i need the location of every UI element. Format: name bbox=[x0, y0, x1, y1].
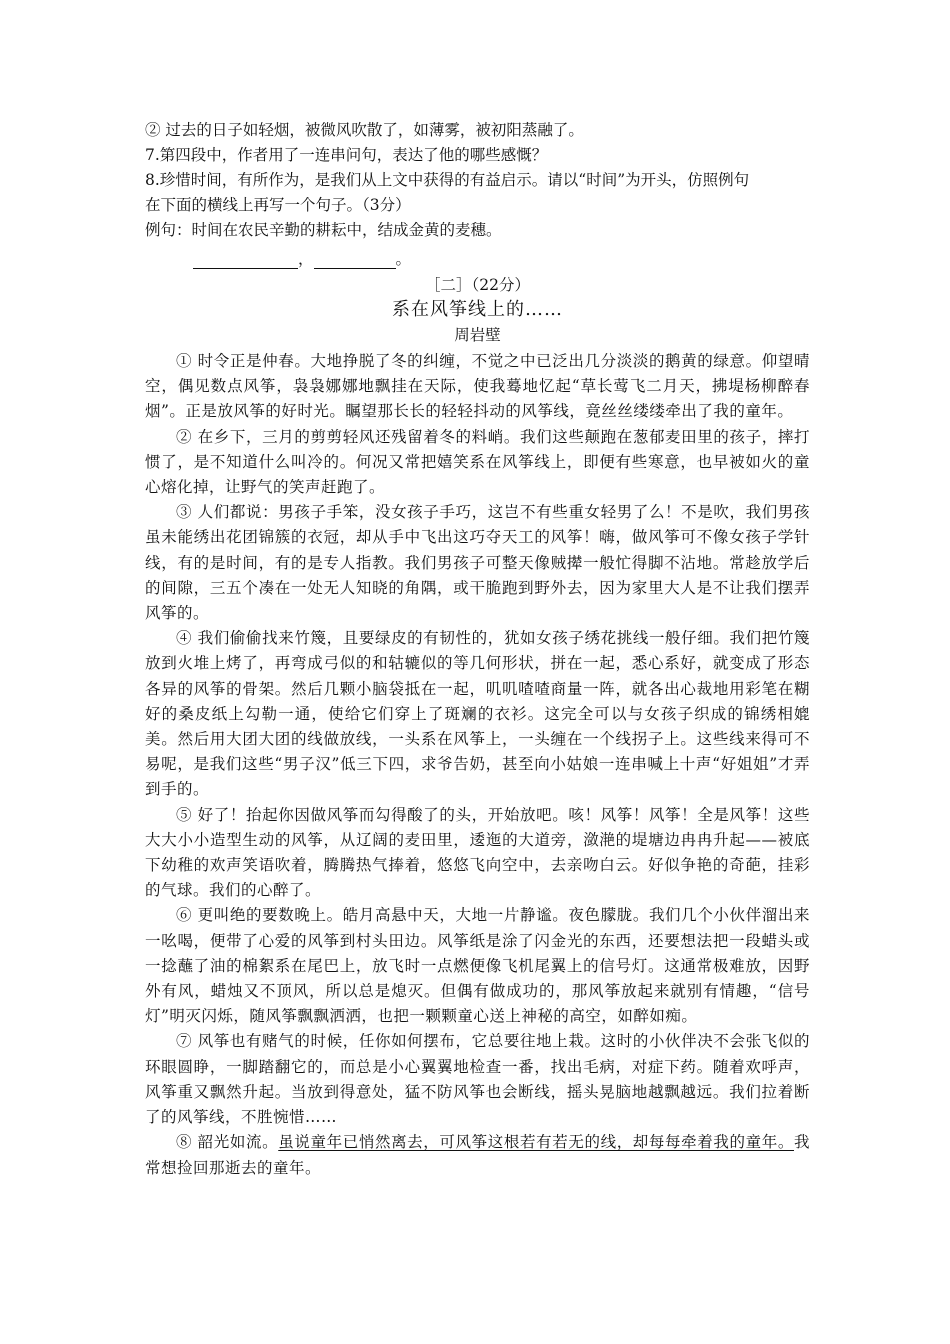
answer-blanks bbox=[193, 245, 810, 269]
answer-blank-1[interactable] bbox=[193, 254, 298, 269]
paragraph-2: ② 在乡下，三月的剪剪轻风还残留着冬的料峭。我们这些颠跑在葱郁麦田里的孩子，摔打惯了，是不知道什么叫冷的。何况又常把嬉笑系在风筝线上，即便有些寒意，也早被如火的童心熔化掉，让野气的笑声赶跑了。 bbox=[145, 427, 810, 497]
answer-blank-2[interactable] bbox=[314, 254, 396, 269]
blank-comma: ， bbox=[298, 250, 314, 268]
paragraph-6: ⑥ 更叫绝的要数晚上。皓月高悬中天，大地一片静谧。夜色朦胧。我们几个小伙伴溜出来一吆喝，便带了心爱的风筝到村头田边。风筝纸是涂了闪金光的东西，还要想法把一段蜡头或一捻蘸了油的棉絮系在尾巴上，放飞时一点燃便像飞机尾翼上的信号灯。这通常极难放，因野外有风，蜡烛又不顶风，所以总是熄灭。但偶有做成功的，那风筝放起来就别有情趣，“信号灯”明灭闪烁，随风筝飘飘洒洒，也把一颗颗童心送上神秘的高空，如醉如痴。 bbox=[145, 906, 810, 1026]
question-8-line-1: 8.珍惜时间，有所作为，是我们从上文中获得的有益启示。请以“时间”为开头，仿照例句 bbox=[145, 171, 750, 189]
article-title: 系在风筝线上的…… bbox=[392, 299, 563, 320]
paragraph-5: ⑤ 好了！抬起你因做风筝而勾得酸了的头，开始放吧。咳！风筝！风筝！全是风筝！这些大大小小造型生动的风筝，从辽阔的麦田里，逶迤的大道旁，潋滟的堤塘边冉冉升起——被底下幼稚的欢声笑语吹着，腾腾热气捧着，悠悠飞向空中，去亲吻白云。好似争艳的奇葩，挂彩的气球。我们的心醉了。 bbox=[145, 805, 810, 900]
question-item-2: ② 过去的日子如轻烟，被微风吹散了，如薄雾，被初阳蒸融了。 bbox=[145, 121, 584, 139]
paragraph-8-start: ⑧ 韶光如流。 bbox=[176, 1133, 279, 1152]
paragraph-1: ① 时令正是仲春。大地挣脱了冬的纠缠，不觉之中已泛出几分淡淡的鹅黄的绿意。仰望晴空，偶见数点风筝，袅袅娜娜地飘挂在天际，使我蓦地忆起“草长莺飞二月天，拂堤杨柳醉春烟”。正是放风筝的好时光。瞩望那长长的轻轻抖动的风筝线，竟丝丝缕缕牵出了我的童年。 bbox=[145, 352, 810, 421]
document-page bbox=[145, 118, 810, 1181]
paragraph-3: ③ 人们都说：男孩子手笨，没女孩子手巧，这岂不有些重女轻男了么！不是吹，我们男孩虽未能绣出花团锦簇的衣冠，却从手中飞出这巧夺天工的风筝！嗨，做风筝可不像女孩子学针线，有的是时间，有的是专人指教。我们男孩子可整天像贼撵一般忙得脚不沾地。常趁放学后的间隙，三五个凑在一处无人知晓的角隅，或干脆跑到野外去，因为家里大人是不让我们摆弄风筝的。 bbox=[145, 503, 810, 623]
paragraph-8-end: 我常想捡回那逝去的童年。 bbox=[145, 1133, 810, 1177]
question-7: 7.第四段中，作者用了一连串问句，表达了他的哪些感慨？ bbox=[145, 146, 548, 164]
paragraph-8-underlined-sentence: 虽说童年已悄然离去，可风筝这根若有若无的线，却每每牵着我的童年。 bbox=[278, 1133, 794, 1152]
article-author: 周岩壁 bbox=[454, 326, 501, 344]
paragraph-7: ⑦ 风筝也有赌气的时候，任你如何摆布，它总要往地上栽。这时的小伙伴决不会张飞似的环眼圆睁，一脚踏翻它的，而总是小心翼翼地检查一番，找出毛病，对症下药。随着欢呼声，风筝重又飘然升起。当放到得意处，猛不防风筝也会断线，摇头晃脑地越飘越远。我们拉着断了的风筝线，不胜惋惜…… bbox=[145, 1032, 810, 1127]
question-8-line-2: 在下面的横线上再写一个句子。（3分） bbox=[145, 196, 411, 214]
example-sentence: 例句：时间在农民辛勤的耕耘中，结成金黄的麦穗。 bbox=[145, 221, 502, 239]
blank-period: 。 bbox=[395, 250, 412, 268]
section-heading: ［二］（22分） bbox=[425, 276, 530, 294]
paragraph-8 bbox=[145, 1130, 810, 1180]
paragraph-4: ④ 我们偷偷找来竹篾，且要绿皮的有韧性的，犹如女孩子绣花挑线一般仔细。我们把竹篾放到火堆上烤了，再弯成弓似的和轱辘似的等几何形状，拼在一起，悉心系好，就变成了形态各异的风筝的骨架。然后几颗小脑袋抵在一起，叽叽喳喳商量一阵，就各出心裁地用彩笔在糊好的桑皮纸上勾勒一通，使给它们穿上了斑斓的衣衫。这完全可以与女孩子织成的锦绣相媲美。然后用大团大团的线做放线，一头系在风筝上，一头缠在一个线拐子上。这些线来得可不易呢，是我们这些“男子汉”低三下四，求爷告奶，甚至向小姑娘一连串喊上十声“好姐姐”才弄到手的。 bbox=[145, 629, 810, 799]
